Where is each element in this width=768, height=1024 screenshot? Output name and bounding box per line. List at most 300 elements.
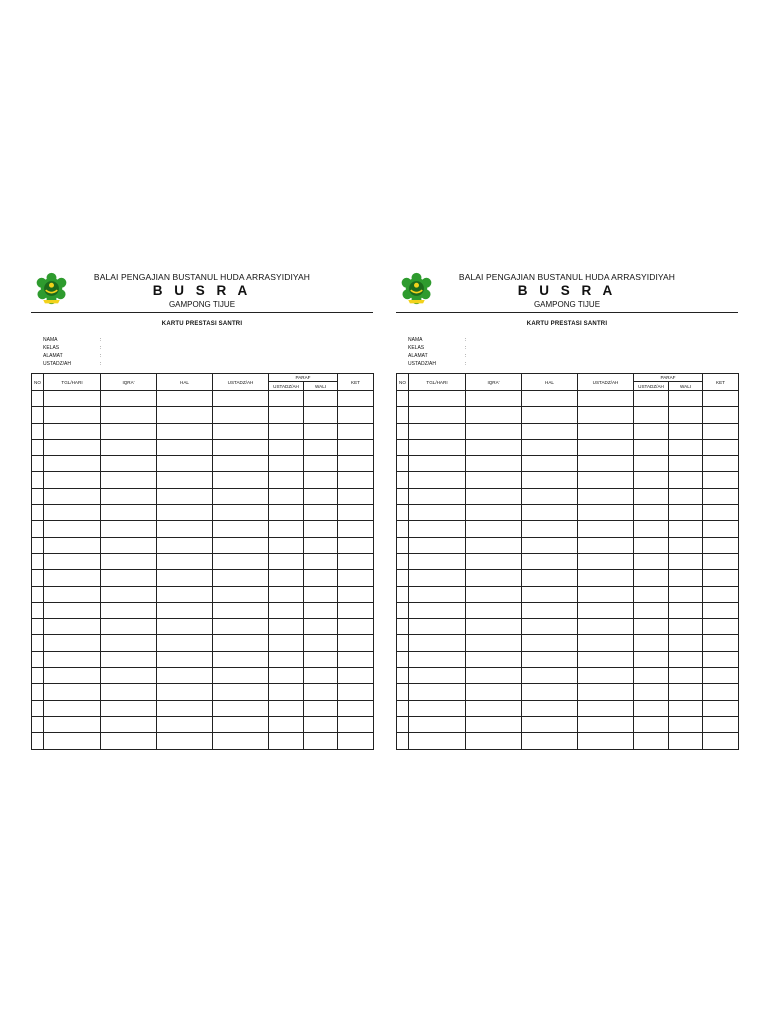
table-cell[interactable]	[338, 733, 374, 749]
table-cell[interactable]	[466, 716, 522, 732]
table-cell[interactable]	[578, 635, 634, 651]
table-cell[interactable]	[578, 521, 634, 537]
table-cell[interactable]	[634, 505, 669, 521]
table-cell[interactable]	[213, 619, 269, 635]
table-cell[interactable]	[466, 439, 522, 455]
table-cell[interactable]	[409, 586, 466, 602]
table-cell[interactable]	[44, 423, 101, 439]
table-cell[interactable]	[157, 407, 213, 423]
table-cell[interactable]	[213, 407, 269, 423]
table-cell[interactable]	[409, 505, 466, 521]
table-cell[interactable]	[44, 456, 101, 472]
table-cell[interactable]	[522, 716, 578, 732]
table-cell[interactable]	[101, 570, 157, 586]
table-cell[interactable]	[397, 635, 409, 651]
table-cell[interactable]	[634, 472, 669, 488]
table-cell[interactable]	[44, 553, 101, 569]
table-cell[interactable]	[32, 423, 44, 439]
table-cell[interactable]	[466, 570, 522, 586]
table-cell[interactable]	[522, 488, 578, 504]
table-cell[interactable]	[157, 423, 213, 439]
table-cell[interactable]	[101, 423, 157, 439]
table-cell[interactable]	[213, 439, 269, 455]
table-cell[interactable]	[101, 716, 157, 732]
table-cell[interactable]	[338, 456, 374, 472]
table-cell[interactable]	[157, 553, 213, 569]
table-cell[interactable]	[157, 651, 213, 667]
table-cell[interactable]	[397, 619, 409, 635]
table-cell[interactable]	[304, 651, 338, 667]
table-cell[interactable]	[44, 570, 101, 586]
table-cell[interactable]	[397, 602, 409, 618]
table-cell[interactable]	[578, 586, 634, 602]
table-cell[interactable]	[213, 472, 269, 488]
table-cell[interactable]	[32, 668, 44, 684]
table-cell[interactable]	[269, 505, 304, 521]
table-cell[interactable]	[32, 684, 44, 700]
table-cell[interactable]	[32, 619, 44, 635]
table-cell[interactable]	[522, 602, 578, 618]
table-cell[interactable]	[269, 619, 304, 635]
table-cell[interactable]	[397, 407, 409, 423]
table-cell[interactable]	[409, 407, 466, 423]
table-cell[interactable]	[338, 553, 374, 569]
table-cell[interactable]	[397, 391, 409, 407]
table-cell[interactable]	[44, 488, 101, 504]
table-cell[interactable]	[304, 505, 338, 521]
table-cell[interactable]	[213, 602, 269, 618]
table-cell[interactable]	[32, 553, 44, 569]
table-cell[interactable]	[269, 456, 304, 472]
table-cell[interactable]	[409, 700, 466, 716]
table-cell[interactable]	[157, 635, 213, 651]
table-cell[interactable]	[578, 651, 634, 667]
table-cell[interactable]	[578, 668, 634, 684]
table-cell[interactable]	[304, 733, 338, 749]
table-cell[interactable]	[634, 635, 669, 651]
table-cell[interactable]	[269, 570, 304, 586]
table-cell[interactable]	[44, 619, 101, 635]
table-cell[interactable]	[522, 570, 578, 586]
table-cell[interactable]	[213, 521, 269, 537]
table-cell[interactable]	[213, 586, 269, 602]
table-cell[interactable]	[409, 439, 466, 455]
table-cell[interactable]	[669, 488, 703, 504]
table-cell[interactable]	[101, 684, 157, 700]
table-cell[interactable]	[634, 716, 669, 732]
table-cell[interactable]	[304, 716, 338, 732]
table-cell[interactable]	[397, 651, 409, 667]
table-cell[interactable]	[409, 423, 466, 439]
table-cell[interactable]	[213, 505, 269, 521]
table-cell[interactable]	[466, 521, 522, 537]
table-cell[interactable]	[409, 733, 466, 749]
table-cell[interactable]	[101, 391, 157, 407]
table-cell[interactable]	[338, 700, 374, 716]
table-cell[interactable]	[213, 456, 269, 472]
table-cell[interactable]	[338, 521, 374, 537]
table-cell[interactable]	[669, 439, 703, 455]
table-cell[interactable]	[466, 668, 522, 684]
table-cell[interactable]	[338, 602, 374, 618]
table-cell[interactable]	[44, 586, 101, 602]
table-cell[interactable]	[466, 619, 522, 635]
table-cell[interactable]	[703, 439, 739, 455]
table-cell[interactable]	[269, 439, 304, 455]
table-cell[interactable]	[578, 570, 634, 586]
table-cell[interactable]	[522, 537, 578, 553]
table-cell[interactable]	[578, 472, 634, 488]
table-cell[interactable]	[44, 521, 101, 537]
table-cell[interactable]	[634, 619, 669, 635]
table-cell[interactable]	[304, 472, 338, 488]
table-cell[interactable]	[669, 668, 703, 684]
table-cell[interactable]	[466, 586, 522, 602]
table-cell[interactable]	[304, 553, 338, 569]
table-cell[interactable]	[466, 456, 522, 472]
table-cell[interactable]	[397, 521, 409, 537]
table-cell[interactable]	[669, 619, 703, 635]
table-cell[interactable]	[304, 602, 338, 618]
table-cell[interactable]	[522, 684, 578, 700]
table-cell[interactable]	[101, 456, 157, 472]
table-cell[interactable]	[409, 472, 466, 488]
table-cell[interactable]	[157, 537, 213, 553]
table-cell[interactable]	[522, 391, 578, 407]
table-cell[interactable]	[466, 651, 522, 667]
table-cell[interactable]	[669, 472, 703, 488]
table-cell[interactable]	[269, 651, 304, 667]
table-cell[interactable]	[397, 716, 409, 732]
table-cell[interactable]	[703, 635, 739, 651]
table-cell[interactable]	[44, 733, 101, 749]
table-cell[interactable]	[269, 635, 304, 651]
table-cell[interactable]	[669, 602, 703, 618]
table-cell[interactable]	[338, 488, 374, 504]
table-cell[interactable]	[304, 619, 338, 635]
table-cell[interactable]	[304, 488, 338, 504]
table-cell[interactable]	[634, 553, 669, 569]
table-cell[interactable]	[409, 651, 466, 667]
table-cell[interactable]	[101, 635, 157, 651]
table-cell[interactable]	[703, 651, 739, 667]
table-cell[interactable]	[269, 733, 304, 749]
table-cell[interactable]	[44, 602, 101, 618]
table-cell[interactable]	[409, 570, 466, 586]
table-cell[interactable]	[338, 537, 374, 553]
table-cell[interactable]	[669, 733, 703, 749]
table-cell[interactable]	[32, 505, 44, 521]
table-cell[interactable]	[101, 439, 157, 455]
table-cell[interactable]	[269, 553, 304, 569]
table-cell[interactable]	[101, 586, 157, 602]
table-cell[interactable]	[269, 716, 304, 732]
table-cell[interactable]	[669, 570, 703, 586]
table-cell[interactable]	[409, 553, 466, 569]
table-cell[interactable]	[578, 391, 634, 407]
table-cell[interactable]	[578, 439, 634, 455]
table-cell[interactable]	[44, 407, 101, 423]
table-cell[interactable]	[32, 456, 44, 472]
table-cell[interactable]	[578, 423, 634, 439]
table-cell[interactable]	[157, 570, 213, 586]
table-cell[interactable]	[157, 619, 213, 635]
table-cell[interactable]	[522, 439, 578, 455]
table-cell[interactable]	[101, 472, 157, 488]
table-cell[interactable]	[157, 391, 213, 407]
table-cell[interactable]	[32, 733, 44, 749]
table-cell[interactable]	[522, 651, 578, 667]
table-cell[interactable]	[397, 570, 409, 586]
table-cell[interactable]	[634, 391, 669, 407]
table-cell[interactable]	[269, 472, 304, 488]
table-cell[interactable]	[213, 651, 269, 667]
table-cell[interactable]	[397, 439, 409, 455]
table-cell[interactable]	[213, 668, 269, 684]
table-cell[interactable]	[32, 439, 44, 455]
table-cell[interactable]	[269, 668, 304, 684]
table-cell[interactable]	[703, 619, 739, 635]
table-cell[interactable]	[157, 700, 213, 716]
table-cell[interactable]	[522, 505, 578, 521]
table-cell[interactable]	[466, 488, 522, 504]
table-cell[interactable]	[522, 586, 578, 602]
table-cell[interactable]	[44, 668, 101, 684]
table-cell[interactable]	[634, 586, 669, 602]
table-cell[interactable]	[703, 668, 739, 684]
table-cell[interactable]	[669, 391, 703, 407]
table-cell[interactable]	[338, 716, 374, 732]
table-cell[interactable]	[338, 684, 374, 700]
table-cell[interactable]	[269, 586, 304, 602]
table-cell[interactable]	[101, 602, 157, 618]
table-cell[interactable]	[703, 456, 739, 472]
table-cell[interactable]	[409, 537, 466, 553]
table-cell[interactable]	[213, 635, 269, 651]
table-cell[interactable]	[466, 391, 522, 407]
table-cell[interactable]	[634, 570, 669, 586]
table-cell[interactable]	[44, 684, 101, 700]
table-cell[interactable]	[269, 391, 304, 407]
table-cell[interactable]	[578, 488, 634, 504]
table-cell[interactable]	[338, 619, 374, 635]
table-cell[interactable]	[669, 456, 703, 472]
table-cell[interactable]	[466, 733, 522, 749]
table-cell[interactable]	[703, 488, 739, 504]
table-cell[interactable]	[338, 505, 374, 521]
table-cell[interactable]	[703, 733, 739, 749]
table-cell[interactable]	[634, 488, 669, 504]
table-cell[interactable]	[338, 391, 374, 407]
table-cell[interactable]	[397, 537, 409, 553]
table-cell[interactable]	[101, 407, 157, 423]
table-cell[interactable]	[157, 602, 213, 618]
table-cell[interactable]	[669, 684, 703, 700]
table-cell[interactable]	[669, 505, 703, 521]
table-cell[interactable]	[397, 684, 409, 700]
table-cell[interactable]	[409, 602, 466, 618]
table-cell[interactable]	[101, 668, 157, 684]
table-cell[interactable]	[304, 423, 338, 439]
table-cell[interactable]	[703, 521, 739, 537]
table-cell[interactable]	[397, 733, 409, 749]
table-cell[interactable]	[409, 521, 466, 537]
table-cell[interactable]	[578, 407, 634, 423]
table-cell[interactable]	[466, 684, 522, 700]
table-cell[interactable]	[409, 635, 466, 651]
table-cell[interactable]	[44, 472, 101, 488]
table-cell[interactable]	[157, 586, 213, 602]
table-cell[interactable]	[409, 456, 466, 472]
table-cell[interactable]	[669, 651, 703, 667]
table-cell[interactable]	[269, 537, 304, 553]
table-cell[interactable]	[466, 407, 522, 423]
table-cell[interactable]	[578, 700, 634, 716]
table-cell[interactable]	[578, 553, 634, 569]
table-cell[interactable]	[703, 537, 739, 553]
table-cell[interactable]	[101, 521, 157, 537]
table-cell[interactable]	[522, 456, 578, 472]
table-cell[interactable]	[466, 537, 522, 553]
table-cell[interactable]	[634, 521, 669, 537]
table-cell[interactable]	[269, 521, 304, 537]
table-cell[interactable]	[213, 537, 269, 553]
table-cell[interactable]	[269, 423, 304, 439]
table-cell[interactable]	[634, 684, 669, 700]
table-cell[interactable]	[578, 684, 634, 700]
table-cell[interactable]	[703, 570, 739, 586]
table-cell[interactable]	[522, 423, 578, 439]
table-cell[interactable]	[157, 668, 213, 684]
table-cell[interactable]	[304, 684, 338, 700]
table-cell[interactable]	[634, 668, 669, 684]
table-cell[interactable]	[397, 668, 409, 684]
table-cell[interactable]	[703, 505, 739, 521]
table-cell[interactable]	[213, 488, 269, 504]
table-cell[interactable]	[32, 488, 44, 504]
table-cell[interactable]	[157, 439, 213, 455]
table-cell[interactable]	[213, 700, 269, 716]
table-cell[interactable]	[304, 668, 338, 684]
table-cell[interactable]	[397, 586, 409, 602]
table-cell[interactable]	[669, 586, 703, 602]
table-cell[interactable]	[338, 570, 374, 586]
table-cell[interactable]	[101, 488, 157, 504]
table-cell[interactable]	[634, 700, 669, 716]
table-cell[interactable]	[578, 602, 634, 618]
table-cell[interactable]	[578, 716, 634, 732]
table-cell[interactable]	[703, 407, 739, 423]
table-cell[interactable]	[522, 407, 578, 423]
table-cell[interactable]	[101, 700, 157, 716]
table-cell[interactable]	[157, 716, 213, 732]
table-cell[interactable]	[578, 537, 634, 553]
table-cell[interactable]	[397, 488, 409, 504]
table-cell[interactable]	[157, 472, 213, 488]
table-cell[interactable]	[578, 456, 634, 472]
table-cell[interactable]	[578, 733, 634, 749]
table-cell[interactable]	[101, 553, 157, 569]
table-cell[interactable]	[669, 700, 703, 716]
table-cell[interactable]	[44, 716, 101, 732]
table-cell[interactable]	[409, 488, 466, 504]
table-cell[interactable]	[304, 456, 338, 472]
table-cell[interactable]	[338, 407, 374, 423]
table-cell[interactable]	[32, 472, 44, 488]
table-cell[interactable]	[269, 488, 304, 504]
table-cell[interactable]	[157, 521, 213, 537]
table-cell[interactable]	[634, 439, 669, 455]
table-cell[interactable]	[669, 553, 703, 569]
table-cell[interactable]	[669, 635, 703, 651]
table-cell[interactable]	[213, 684, 269, 700]
table-cell[interactable]	[304, 570, 338, 586]
table-cell[interactable]	[101, 651, 157, 667]
table-cell[interactable]	[101, 505, 157, 521]
table-cell[interactable]	[213, 570, 269, 586]
table-cell[interactable]	[338, 423, 374, 439]
table-cell[interactable]	[304, 537, 338, 553]
table-cell[interactable]	[304, 635, 338, 651]
table-cell[interactable]	[213, 423, 269, 439]
table-cell[interactable]	[32, 407, 44, 423]
table-cell[interactable]	[32, 586, 44, 602]
table-cell[interactable]	[101, 619, 157, 635]
table-cell[interactable]	[634, 602, 669, 618]
table-cell[interactable]	[338, 668, 374, 684]
table-cell[interactable]	[338, 586, 374, 602]
table-cell[interactable]	[703, 553, 739, 569]
table-cell[interactable]	[409, 619, 466, 635]
table-cell[interactable]	[397, 456, 409, 472]
table-cell[interactable]	[44, 700, 101, 716]
table-cell[interactable]	[466, 635, 522, 651]
table-cell[interactable]	[522, 619, 578, 635]
table-cell[interactable]	[44, 439, 101, 455]
table-cell[interactable]	[669, 716, 703, 732]
table-cell[interactable]	[397, 423, 409, 439]
table-cell[interactable]	[44, 635, 101, 651]
table-cell[interactable]	[304, 521, 338, 537]
table-cell[interactable]	[466, 423, 522, 439]
table-cell[interactable]	[304, 700, 338, 716]
table-cell[interactable]	[522, 635, 578, 651]
table-cell[interactable]	[44, 391, 101, 407]
table-cell[interactable]	[32, 635, 44, 651]
table-cell[interactable]	[522, 700, 578, 716]
table-cell[interactable]	[466, 553, 522, 569]
table-cell[interactable]	[578, 619, 634, 635]
table-cell[interactable]	[397, 700, 409, 716]
table-cell[interactable]	[578, 505, 634, 521]
table-cell[interactable]	[409, 684, 466, 700]
table-cell[interactable]	[304, 391, 338, 407]
table-cell[interactable]	[269, 684, 304, 700]
table-cell[interactable]	[32, 570, 44, 586]
table-cell[interactable]	[32, 521, 44, 537]
table-cell[interactable]	[213, 553, 269, 569]
table-cell[interactable]	[101, 537, 157, 553]
table-cell[interactable]	[522, 668, 578, 684]
table-cell[interactable]	[338, 472, 374, 488]
table-cell[interactable]	[466, 472, 522, 488]
table-cell[interactable]	[634, 537, 669, 553]
table-cell[interactable]	[466, 505, 522, 521]
table-cell[interactable]	[522, 553, 578, 569]
table-cell[interactable]	[269, 700, 304, 716]
table-cell[interactable]	[634, 407, 669, 423]
table-cell[interactable]	[634, 456, 669, 472]
